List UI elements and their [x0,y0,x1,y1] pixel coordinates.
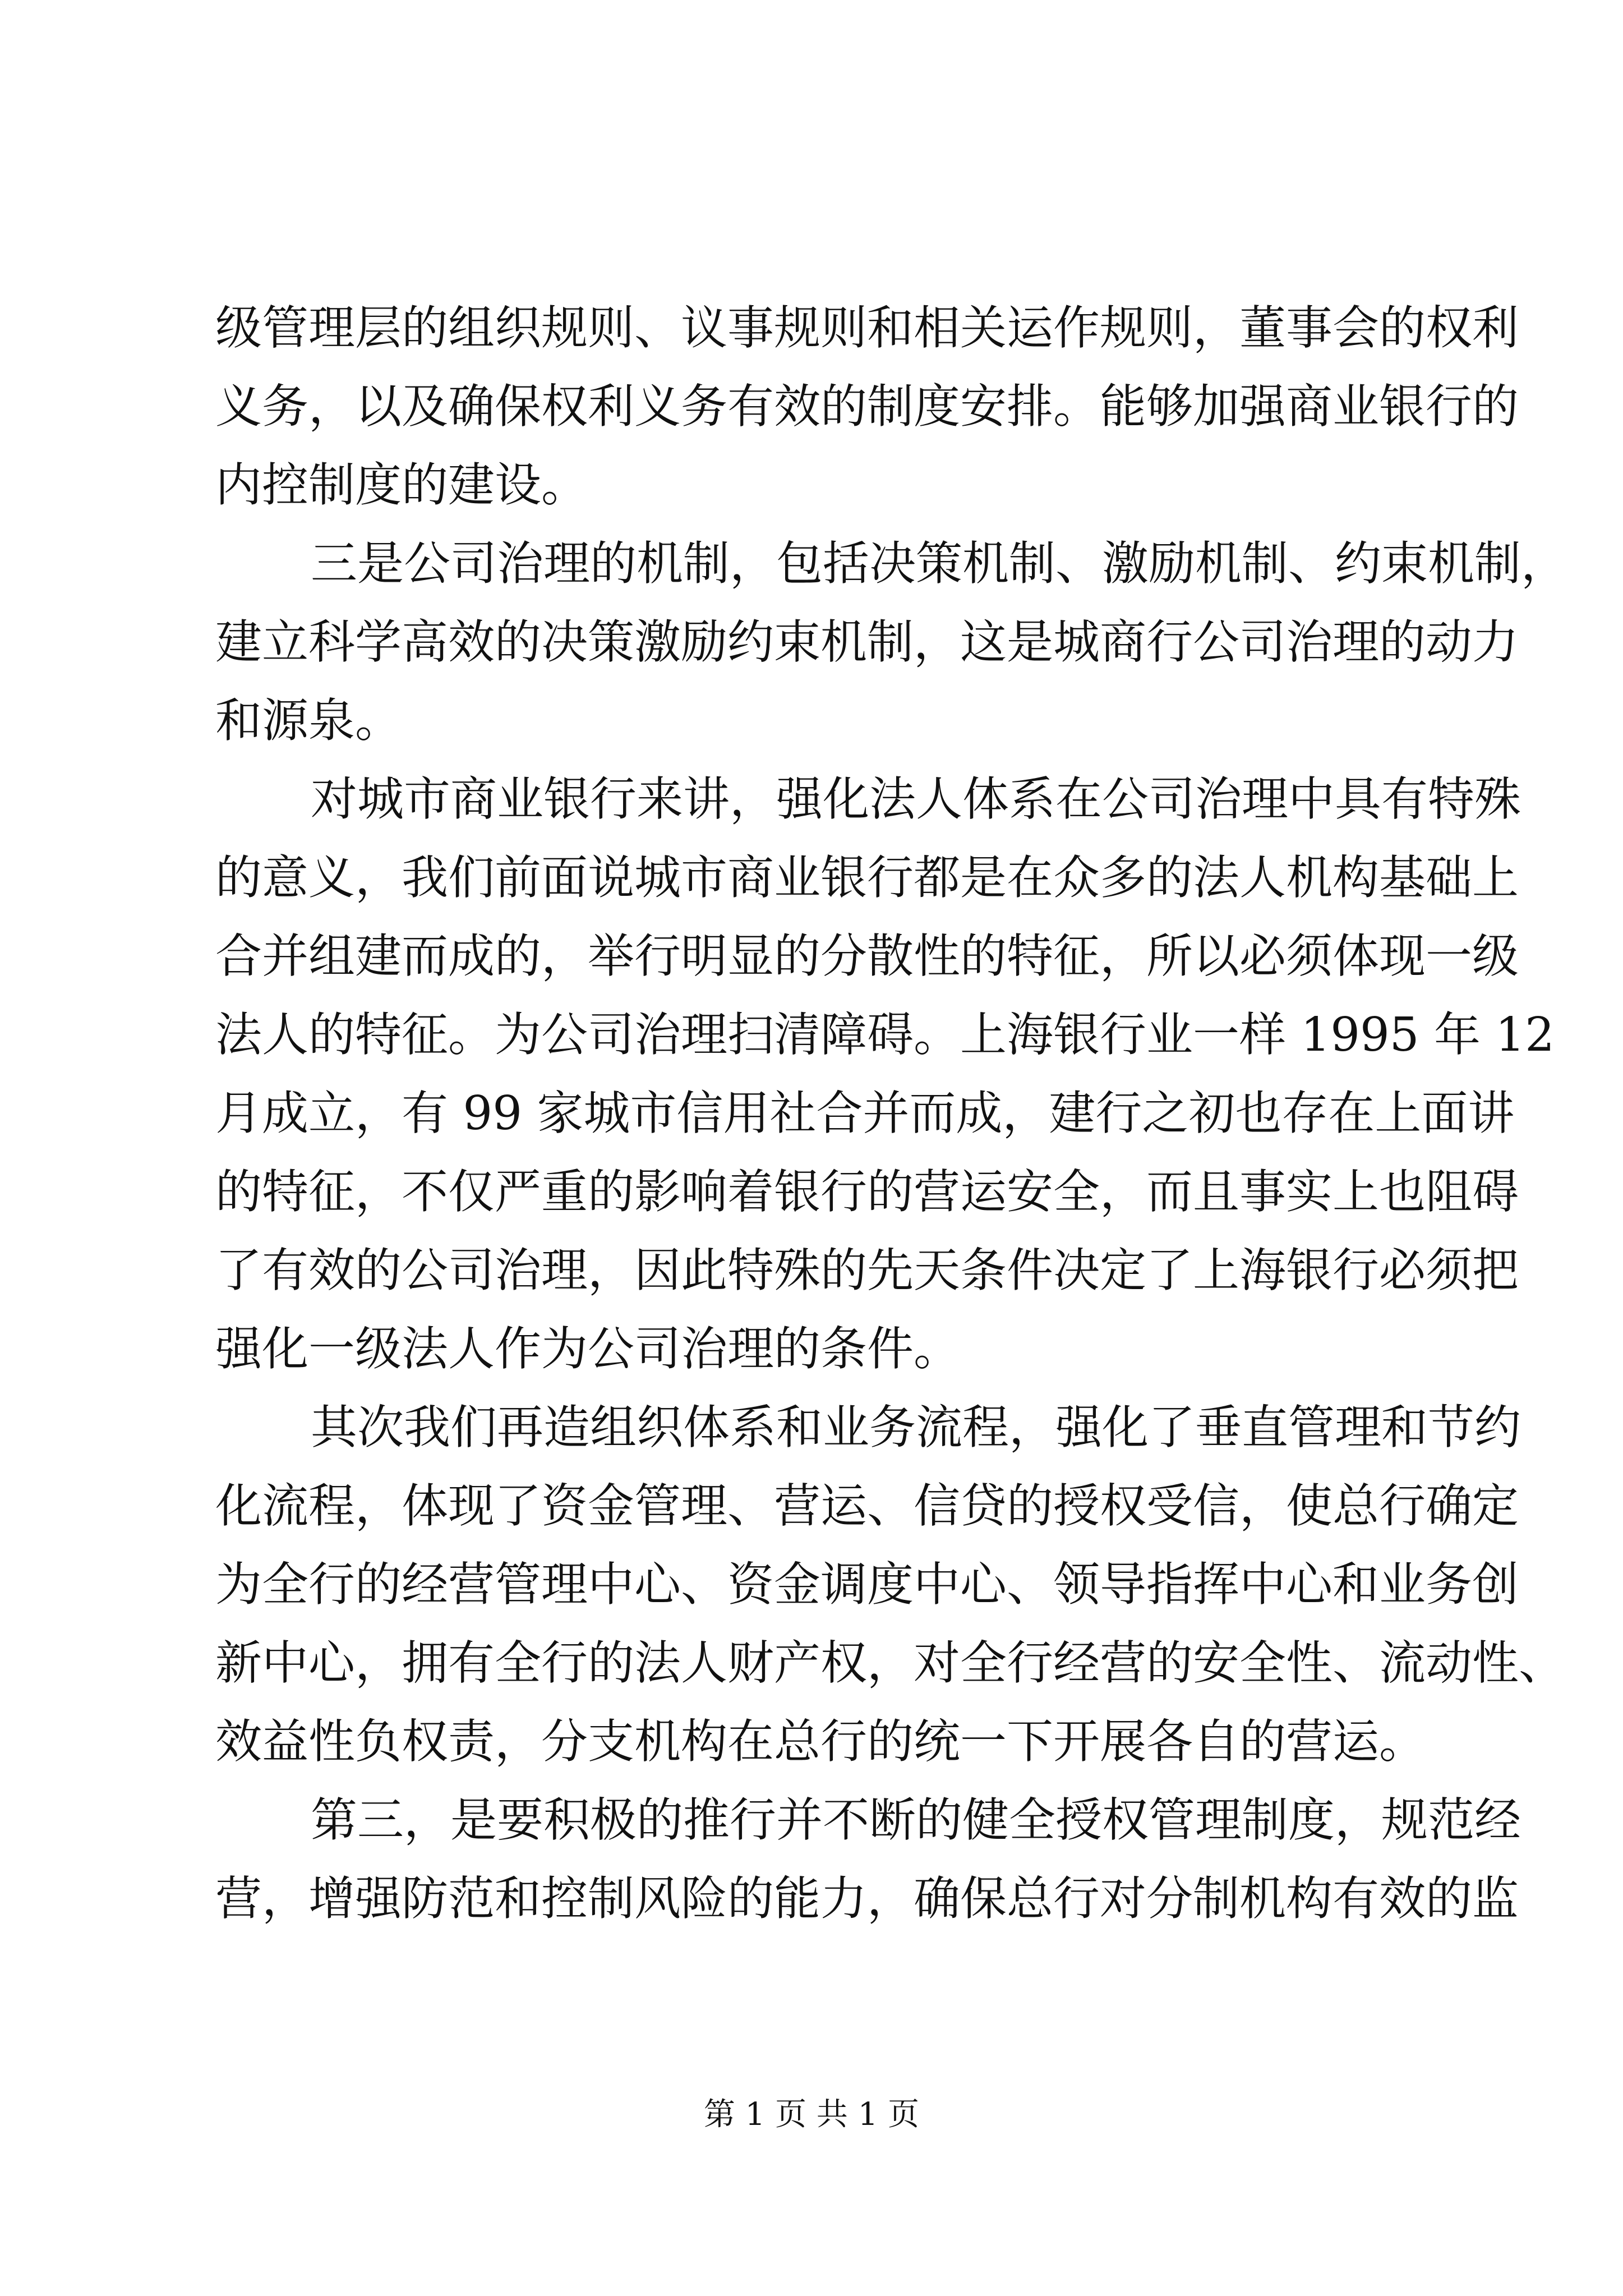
text-line: 新中心，拥有全行的法人财产权，对全行经营的安全性、流动性、 [215,1636,1565,1690]
text-line: 强化一级法人作为公司治理的条件。 [215,1322,960,1376]
text-line: 第三，是要积极的推行并不断的健全授权管理制度，规范经 [311,1793,1521,1847]
text-line: 法人的特征。为公司治理扫清障碍。上海银行业一样 1995 年 12 [215,1007,1555,1062]
text-line: 其次我们再造组织体系和业务流程，强化了垂直管理和节约 [311,1400,1521,1455]
text-line: 的意义，我们前面说城市商业银行都是在众多的法人机构基础上 [215,850,1519,905]
text-line: 化流程，体现了资金管理、营运、信贷的授权受信，使总行确定 [215,1479,1519,1533]
text-line: 内控制度的建设。 [215,458,588,512]
text-line: 义务，以及确保权利义务有效的制度安排。能够加强商业银行的 [215,379,1519,434]
text-line: 月成立，有 99 家城市信用社合并而成，建行之初也存在上面讲 [215,1086,1515,1140]
body-text [215,289,1567,1938]
text-line: 建立科学高效的决策激励约束机制，这是城商行公司治理的动力 [215,615,1519,669]
text-line: 营，增强防范和控制风险的能力，确保总行对分制机构有效的监 [215,1871,1519,1926]
text-line: 合并组建而成的，举行明显的分散性的特征，所以必须体现一级 [215,929,1519,983]
text-line: 级管理层的组织规则、议事规则和相关运作规则，董事会的权利 [215,301,1519,355]
text-line: 对城市商业银行来讲，强化法人体系在公司治理中具有特殊 [311,772,1521,826]
page-number-footer: 第 1 页 共 1 页 [703,2096,920,2133]
text-line: 效益性负权责，分支机构在总行的统一下开展各自的营运。 [215,1714,1426,1769]
text-line: 三是公司治理的机制，包括决策机制、激励机制、约束机制， [311,536,1567,591]
text-line: 了有效的公司治理，因此特殊的先天条件决定了上海银行必须把 [215,1243,1519,1297]
text-line: 和源泉。 [215,693,402,748]
text-line: 的特征，不仅严重的影响着银行的营运安全，而且事实上也阻碍 [215,1165,1519,1219]
text-line: 为全行的经营管理中心、资金调度中心、领导指挥中心和业务创 [215,1557,1519,1612]
